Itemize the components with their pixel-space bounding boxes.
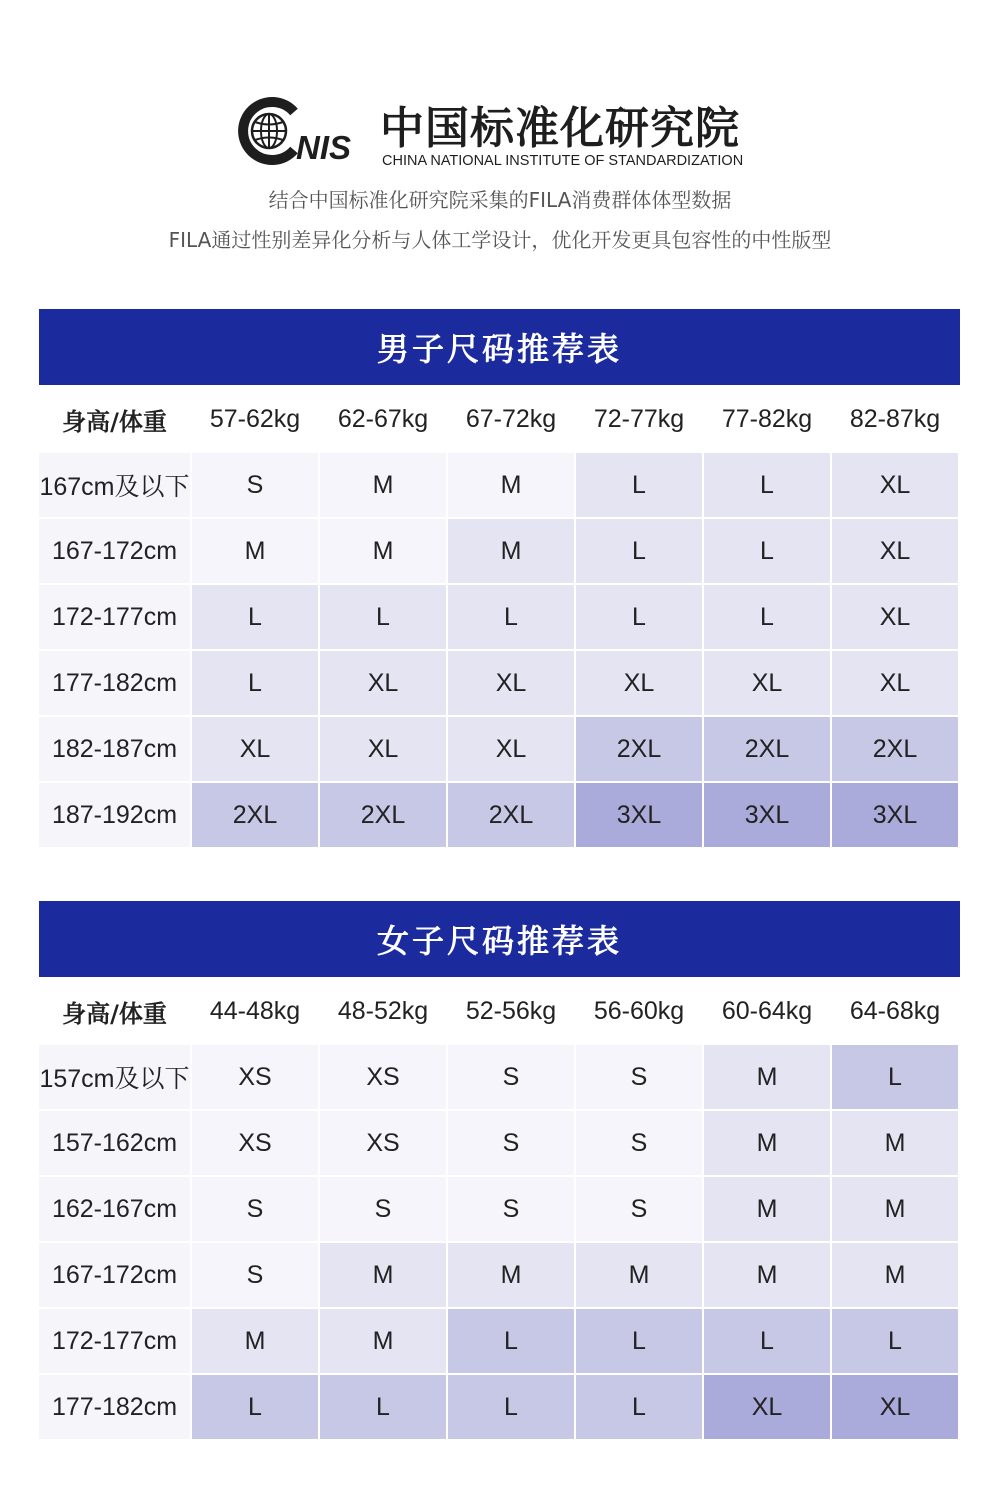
table-row: [39, 1375, 960, 1439]
size-cell: S: [448, 1045, 574, 1109]
size-cell: XS: [192, 1111, 318, 1175]
size-cell: S: [192, 1243, 318, 1307]
size-cell: L: [576, 585, 702, 649]
size-cell: XS: [320, 1045, 446, 1109]
logo-mark-text: NIS: [296, 129, 352, 166]
size-cell: XL: [832, 1375, 958, 1439]
table-row: [39, 651, 960, 715]
size-cell: L: [576, 1309, 702, 1373]
size-cell: XL: [576, 651, 702, 715]
size-cell: L: [576, 1375, 702, 1439]
table-row: [39, 1045, 960, 1109]
weight-column-header: 48-52kg: [320, 979, 446, 1043]
table-row: [39, 585, 960, 649]
institute-name-cn: 中国标准化研究院: [380, 103, 740, 154]
table-row: [39, 453, 960, 517]
height-row-header: 167-172cm: [39, 1243, 190, 1307]
weight-column-header: 82-87kg: [832, 387, 958, 451]
table-header-row: [39, 979, 960, 1043]
corner-header: 身高/体重: [39, 387, 190, 451]
size-cell: XS: [192, 1045, 318, 1109]
size-cell: M: [320, 1243, 446, 1307]
size-cell: S: [576, 1045, 702, 1109]
size-cell: L: [448, 585, 574, 649]
size-cell: 2XL: [704, 717, 830, 781]
size-cell: L: [320, 585, 446, 649]
weight-column-header: 60-64kg: [704, 979, 830, 1043]
weight-column-header: 57-62kg: [192, 387, 318, 451]
size-cell: S: [192, 453, 318, 517]
size-cell: 2XL: [832, 717, 958, 781]
table-row: [39, 783, 960, 847]
women-size-table: [39, 901, 960, 1439]
size-cell: L: [448, 1375, 574, 1439]
size-cell: L: [192, 585, 318, 649]
height-row-header: 157cm及以下: [39, 1045, 190, 1109]
size-cell: M: [192, 519, 318, 583]
size-cell: 2XL: [320, 783, 446, 847]
size-cell: L: [832, 1309, 958, 1373]
table-row: [39, 1309, 960, 1373]
height-row-header: 162-167cm: [39, 1177, 190, 1241]
intro-line-2: FILA通过性别差异化分析与人体工学设计，优化开发更具包容性的中性版型: [168, 228, 832, 252]
size-cell: M: [704, 1045, 830, 1109]
size-cell: XL: [704, 651, 830, 715]
size-cell: M: [320, 1309, 446, 1373]
size-cell: XL: [192, 717, 318, 781]
size-cell: XL: [832, 651, 958, 715]
weight-column-header: 52-56kg: [448, 979, 574, 1043]
height-row-header: 187-192cm: [39, 783, 190, 847]
size-cell: XL: [448, 651, 574, 715]
size-cell: L: [704, 1309, 830, 1373]
table-row: [39, 1177, 960, 1241]
women-table-grid: [39, 979, 960, 1439]
size-cell: M: [576, 1243, 702, 1307]
size-cell: M: [832, 1177, 958, 1241]
table-row: [39, 519, 960, 583]
size-cell: L: [192, 1375, 318, 1439]
size-cell: M: [448, 519, 574, 583]
weight-column-header: 56-60kg: [576, 979, 702, 1043]
size-cell: L: [576, 519, 702, 583]
weight-column-header: 72-77kg: [576, 387, 702, 451]
table-row: [39, 1111, 960, 1175]
size-cell: M: [448, 453, 574, 517]
size-cell: XL: [832, 453, 958, 517]
size-cell: 3XL: [832, 783, 958, 847]
height-row-header: 157-162cm: [39, 1111, 190, 1175]
size-cell: L: [704, 453, 830, 517]
size-cell: L: [320, 1375, 446, 1439]
size-cell: L: [704, 585, 830, 649]
size-cell: S: [448, 1111, 574, 1175]
weight-column-header: 67-72kg: [448, 387, 574, 451]
size-cell: M: [832, 1111, 958, 1175]
size-cell: XL: [832, 585, 958, 649]
height-row-header: 167cm及以下: [39, 453, 190, 517]
table-header-row: [39, 387, 960, 451]
size-cell: XS: [320, 1111, 446, 1175]
size-cell: 2XL: [192, 783, 318, 847]
size-cell: M: [832, 1243, 958, 1307]
size-cell: S: [192, 1177, 318, 1241]
size-cell: S: [448, 1177, 574, 1241]
cnis-logo: [232, 96, 772, 176]
size-cell: L: [576, 453, 702, 517]
men-table-title: 男子尺码推荐表: [39, 309, 960, 385]
weight-column-header: 62-67kg: [320, 387, 446, 451]
height-row-header: 167-172cm: [39, 519, 190, 583]
size-cell: M: [448, 1243, 574, 1307]
men-table-grid: [39, 387, 960, 847]
size-cell: M: [320, 519, 446, 583]
weight-column-header: 44-48kg: [192, 979, 318, 1043]
size-cell: S: [576, 1177, 702, 1241]
height-row-header: 177-182cm: [39, 651, 190, 715]
men-size-table: [39, 309, 960, 847]
weight-column-header: 77-82kg: [704, 387, 830, 451]
size-cell: M: [320, 453, 446, 517]
size-cell: 2XL: [576, 717, 702, 781]
size-cell: M: [704, 1177, 830, 1241]
size-cell: L: [448, 1309, 574, 1373]
size-cell: XL: [704, 1375, 830, 1439]
size-cell: 2XL: [448, 783, 574, 847]
size-cell: XL: [320, 651, 446, 715]
institute-name-en: CHINA NATIONAL INSTITUTE OF STANDARDIZATION: [382, 153, 744, 169]
table-row: [39, 717, 960, 781]
height-row-header: 172-177cm: [39, 585, 190, 649]
size-cell: M: [704, 1111, 830, 1175]
cnis-globe-logo-icon: [232, 96, 382, 166]
table-row: [39, 1243, 960, 1307]
size-cell: S: [576, 1111, 702, 1175]
size-cell: M: [704, 1243, 830, 1307]
size-cell: S: [320, 1177, 446, 1241]
size-cell: L: [192, 651, 318, 715]
size-cell: XL: [832, 519, 958, 583]
size-cell: 3XL: [704, 783, 830, 847]
size-cell: 3XL: [576, 783, 702, 847]
size-cell: XL: [320, 717, 446, 781]
size-cell: L: [704, 519, 830, 583]
height-row-header: 177-182cm: [39, 1375, 190, 1439]
size-cell: XL: [448, 717, 574, 781]
size-cell: L: [832, 1045, 958, 1109]
height-row-header: 172-177cm: [39, 1309, 190, 1373]
weight-column-header: 64-68kg: [832, 979, 958, 1043]
corner-header: 身高/体重: [39, 979, 190, 1043]
women-table-title: 女子尺码推荐表: [39, 901, 960, 977]
height-row-header: 182-187cm: [39, 717, 190, 781]
size-cell: M: [192, 1309, 318, 1373]
intro-line-1: 结合中国标准化研究院采集的FILA消费群体体型数据: [268, 188, 732, 212]
